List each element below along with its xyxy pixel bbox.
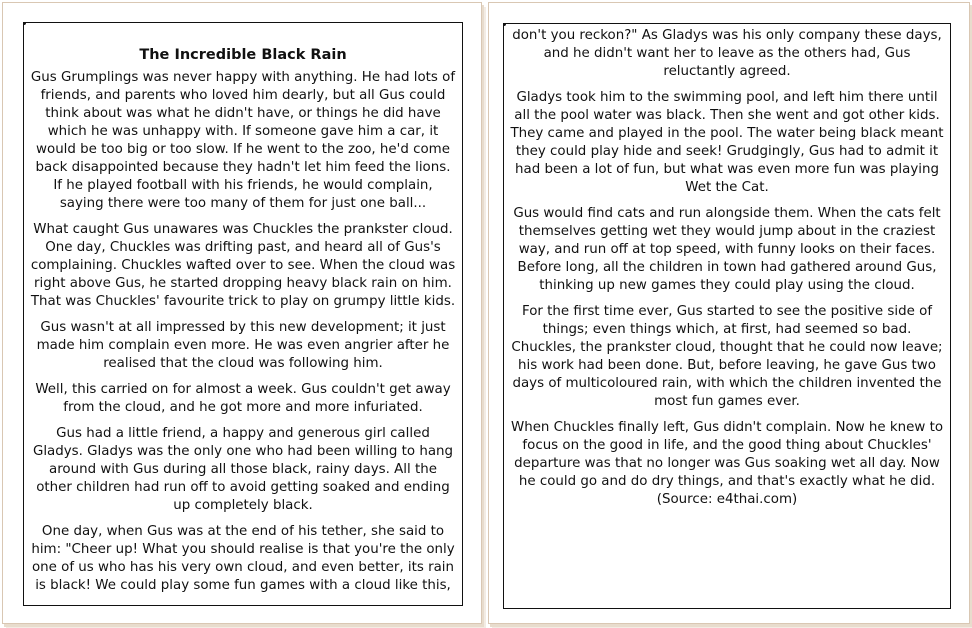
story-paragraph-1: Gus Grumplings was never happy with anything. He had lots of friends, and parents who loved him dearly, but all Gus could think about was what he didn't have, or things he did have which he was unhappy with. If someone gave him a car, it would be too big or too slow. If he went to the zoo, he'd come back disappointed because they hadn't let him feed the lions. If he played football with his friends, he would complain, saying there were too many of them for just one ball... bbox=[30, 70, 456, 211]
frame-corner-dot bbox=[23, 22, 26, 25]
story-paragraph-5: Gus had a little friend, a happy and generous girl called Gladys. Gladys was the only one who had been willing to hang around with Gus during all those black, rainy days. All the other children had run off to avoid getting soaked and ending up completely black. bbox=[32, 426, 454, 513]
story-paragraph-6: One day, when Gus was at the end of his tether, she said to him: "Cheer up! What you should realise is that you're the only one of us who has his very own cloud, and even better, its rain is black! We could play some fun games with a cloud like this, bbox=[31, 524, 455, 593]
right-page-sheet bbox=[488, 2, 970, 624]
left-page-frame bbox=[23, 22, 463, 606]
story-paragraph-2: What caught Gus unawares was Chuckles the prankster cloud. One day, Chuckles was drifting past, and heard all of Gus's complaining. Chuckles wafted over to see. When the cloud was right above Gus, he started dropping heavy black rain on him. That was Chuckles' favourite trick to play on grumpy little kids. bbox=[30, 222, 456, 309]
frame-corner-dot bbox=[503, 23, 506, 26]
story-paragraph-4: Well, this carried on for almost a week. Gus couldn't get away from the cloud, and he got more and more infuriated. bbox=[35, 382, 451, 415]
story-paragraph-3: Gus wasn't at all impressed by this new development; it just made him complain even more. He was even angrier after he realised that the cloud was following him. bbox=[36, 320, 450, 371]
story-paragraph-7: don't you reckon?" As Gladys was his only company these days, and he didn't want her to leave as the others had, Gus reluctantly agreed. bbox=[512, 28, 942, 79]
story-title: The Incredible Black Rain bbox=[139, 47, 347, 63]
right-page-frame bbox=[503, 23, 951, 609]
story-paragraph-8: Gladys took him to the swimming pool, and left him there until all the pool water was black. Then she went and got other kids. They came and played in the pool. The water being black meant they could play hide and seek! Grudgingly, Gus had to admit it had been a lot of fun, but what was even more fun was playing Wet the Cat. bbox=[510, 90, 944, 195]
story-paragraph-9: Gus would find cats and run alongside them. When the cats felt themselves getting wet they would jump about in the craziest way, and run off at top speed, with funny looks on their faces. Before long, all the children in town had gathered around Gus, thinking up new games they could play using the cloud. bbox=[513, 206, 941, 293]
story-paragraph-10: For the first time ever, Gus started to see the positive side of things; even things which, at first, had seemed so bad. Chuckles, the prankster cloud, thought that he could now leave; his work had been done. But, before leaving, he gave Gus two days of multicoloured rain, with which the children invented the most fun games ever. bbox=[511, 304, 943, 409]
left-page-sheet bbox=[2, 2, 482, 624]
story-paragraph-11: When Chuckles finally left, Gus didn't complain. Now he knew to focus on the good in life, and the good thing about Chuckles' departure was that no longer was Gus soaking wet all day. Now he could go and do dry things, and that's exactly what he did. (Source: e4thai.com) bbox=[510, 420, 944, 507]
